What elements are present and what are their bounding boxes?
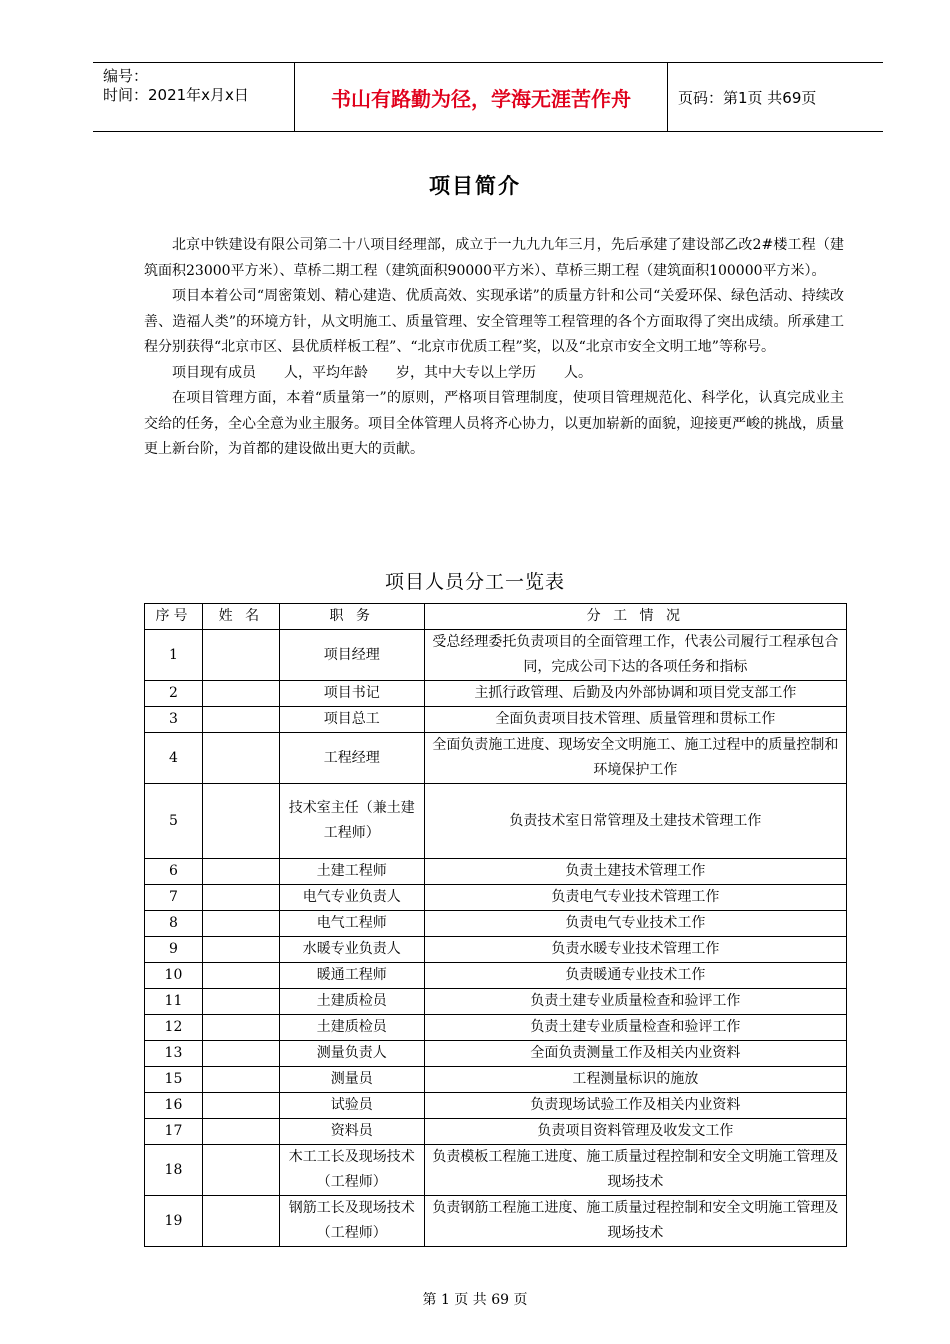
header-cell-no: 序号 <box>145 604 203 630</box>
document-time: 时间：2021年x月x日 <box>103 86 249 104</box>
table-row <box>145 859 847 885</box>
row-name <box>202 784 279 859</box>
row-name <box>202 963 279 989</box>
row-role: 木工工长及现场技术（工程师） <box>279 1145 424 1196</box>
row-name <box>202 681 279 707</box>
row-number: 15 <box>145 1067 203 1093</box>
row-role: 暖通工程师 <box>279 963 424 989</box>
row-number: 16 <box>145 1093 203 1119</box>
row-duty: 负责技术室日常管理及土建技术管理工作 <box>424 784 846 859</box>
row-duty: 工程测量标识的施放 <box>424 1067 846 1093</box>
document-header <box>93 62 883 132</box>
intro-paragraph: 在项目管理方面，本着“质量第一”的原则，严格项目管理制度，使项目管理规范化、科学化，认真完成业主交给的任务，全心全意为业主服务。项目全体管理人员将齐心协力，以更加崭新的面貌，迎接更严峻的挑战，质量更上新台阶，为首都的建设做出更大的贡献。 <box>144 390 844 457</box>
row-name <box>202 859 279 885</box>
row-number: 13 <box>145 1041 203 1067</box>
row-role: 技术室主任（兼土建工程师） <box>279 784 424 859</box>
row-role: 土建工程师 <box>279 859 424 885</box>
row-number: 9 <box>145 937 203 963</box>
row-number: 1 <box>145 630 203 681</box>
row-duty: 受总经理委托负责项目的全面管理工作，代表公司履行工程承包合同，完成公司下达的各项任务和指标 <box>424 630 846 681</box>
header-cell-duty: 分 工 情 况 <box>424 604 846 630</box>
document-number-label: 编号： <box>103 67 149 85</box>
intro-paragraph: 项目本着公司“周密策划、精心建造、优质高效、实现承诺”的质量方针和公司“关爱环保、绿色活动、持续改善、造福人类”的环境方针，从文明施工、质量管理、安全管理等工程管理的各个方面取得了突出成绩。所承建工程分别获得“北京市区、县优质样板工程”、“北京市优质工程”奖，以及“北京市安全文明工地”等称号。 <box>144 288 844 355</box>
row-duty: 负责土建技术管理工作 <box>424 859 846 885</box>
row-number: 11 <box>145 989 203 1015</box>
row-name <box>202 989 279 1015</box>
row-name <box>202 1196 279 1247</box>
table-row <box>145 1119 847 1145</box>
table-row <box>145 1196 847 1247</box>
row-name <box>202 630 279 681</box>
row-number: 17 <box>145 1119 203 1145</box>
row-duty: 负责现场试验工作及相关内业资料 <box>424 1093 846 1119</box>
row-duty: 负责土建专业质量检查和验评工作 <box>424 989 846 1015</box>
table-row <box>145 1015 847 1041</box>
row-name <box>202 1093 279 1119</box>
table-header-row <box>145 604 847 630</box>
row-duty: 负责土建专业质量检查和验评工作 <box>424 1015 846 1041</box>
intro-section <box>144 233 844 463</box>
row-duty: 全面负责施工进度、现场安全文明施工、施工过程中的质量控制和环境保护工作 <box>424 733 846 784</box>
row-role: 电气工程师 <box>279 911 424 937</box>
header-motto: 书山有路勤为径，学海无涯苦作舟 <box>295 63 668 131</box>
table-row <box>145 1067 847 1093</box>
row-name <box>202 733 279 784</box>
row-name <box>202 911 279 937</box>
row-number: 12 <box>145 1015 203 1041</box>
row-number: 10 <box>145 963 203 989</box>
row-duty: 负责电气专业技术工作 <box>424 911 846 937</box>
row-number: 6 <box>145 859 203 885</box>
row-role: 资料员 <box>279 1119 424 1145</box>
table-row <box>145 963 847 989</box>
row-name <box>202 1067 279 1093</box>
table-row <box>145 1041 847 1067</box>
row-role: 测量员 <box>279 1067 424 1093</box>
row-name <box>202 885 279 911</box>
table-row <box>145 885 847 911</box>
row-duty: 负责钢筋工程施工进度、施工质量过程控制和安全文明施工管理及现场技术 <box>424 1196 846 1247</box>
header-cell-name: 姓 名 <box>202 604 279 630</box>
row-role: 土建质检员 <box>279 989 424 1015</box>
row-number: 19 <box>145 1196 203 1247</box>
row-number: 3 <box>145 707 203 733</box>
table-row <box>145 989 847 1015</box>
row-duty: 负责模板工程施工进度、施工质量过程控制和安全文明施工管理及现场技术 <box>424 1145 846 1196</box>
row-role: 试验员 <box>279 1093 424 1119</box>
row-duty: 负责暖通专业技术工作 <box>424 963 846 989</box>
row-name <box>202 1119 279 1145</box>
row-duty: 全面负责测量工作及相关内业资料 <box>424 1041 846 1067</box>
row-duty: 主抓行政管理、后勤及内外部协调和项目党支部工作 <box>424 681 846 707</box>
row-duty: 负责项目资料管理及收发文工作 <box>424 1119 846 1145</box>
row-role: 项目经理 <box>279 630 424 681</box>
row-number: 4 <box>145 733 203 784</box>
row-number: 8 <box>145 911 203 937</box>
table-row <box>145 1145 847 1196</box>
row-number: 18 <box>145 1145 203 1196</box>
table-row <box>145 733 847 784</box>
table-row <box>145 681 847 707</box>
header-cell-role: 职 务 <box>279 604 424 630</box>
header-page-number: 页码：第1页 共69页 <box>678 88 817 107</box>
row-role: 电气专业负责人 <box>279 885 424 911</box>
row-duty: 负责电气专业技术管理工作 <box>424 885 846 911</box>
row-name <box>202 707 279 733</box>
row-name <box>202 1015 279 1041</box>
intro-paragraph: 项目现有成员 人，平均年龄 岁，其中大专以上学历 人。 <box>172 364 592 381</box>
page-title: 项目简介 <box>429 174 521 198</box>
row-number: 5 <box>145 784 203 859</box>
row-role: 测量负责人 <box>279 1041 424 1067</box>
table-row <box>145 937 847 963</box>
row-name <box>202 937 279 963</box>
row-number: 7 <box>145 885 203 911</box>
table-row <box>145 630 847 681</box>
staff-table <box>144 603 847 1247</box>
row-role: 水暖专业负责人 <box>279 937 424 963</box>
table-row <box>145 1093 847 1119</box>
row-name <box>202 1145 279 1196</box>
table-title: 项目人员分工一览表 <box>384 571 565 593</box>
row-number: 2 <box>145 681 203 707</box>
row-role: 项目总工 <box>279 707 424 733</box>
row-role: 土建质检员 <box>279 1015 424 1041</box>
row-duty: 全面负责项目技术管理、质量管理和贯标工作 <box>424 707 846 733</box>
row-duty: 负责水暖专业技术管理工作 <box>424 937 846 963</box>
intro-paragraph: 北京中铁建设有限公司第二十八项目经理部，成立于一九九九年三月，先后承建了建设部乙改2#楼工程（建筑面积23000平方米）、草桥二期工程（建筑面积90000平方米）、草桥三期工程（建筑面积100000平方米）。 <box>144 237 844 279</box>
table-row <box>145 707 847 733</box>
row-role: 钢筋工长及现场技术（工程师） <box>279 1196 424 1247</box>
table-row <box>145 784 847 859</box>
row-name <box>202 1041 279 1067</box>
page-footer: 第 1 页 共 69 页 <box>422 1292 528 1308</box>
row-role: 工程经理 <box>279 733 424 784</box>
table-row <box>145 911 847 937</box>
row-role: 项目书记 <box>279 681 424 707</box>
header-meta <box>93 63 295 131</box>
